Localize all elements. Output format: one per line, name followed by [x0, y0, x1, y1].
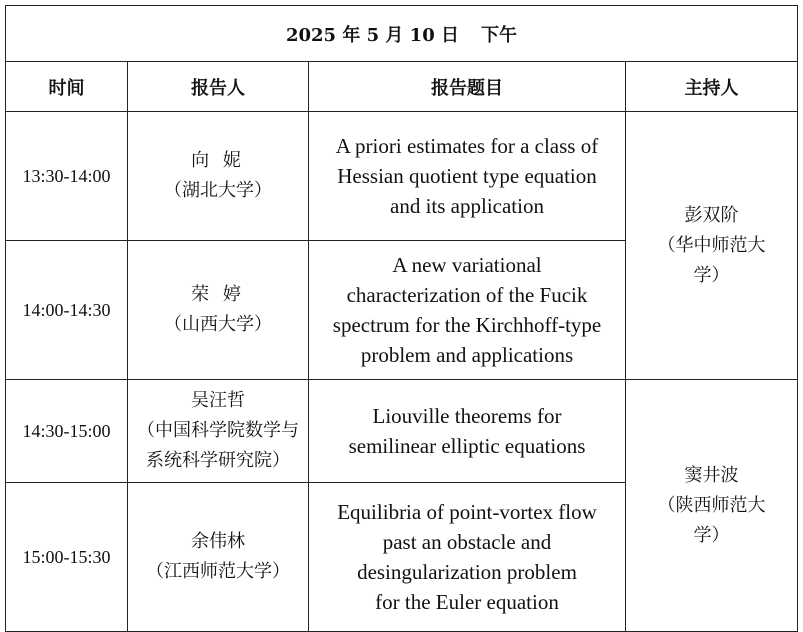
talk-title-line: desingularization problem	[357, 560, 577, 584]
speaker-cell	[128, 112, 309, 241]
talk-title-line: characterization of the Fucik	[346, 283, 588, 307]
talk-title-line: A priori estimates for a class of	[335, 134, 599, 158]
time-cell: 15:00-15:30	[6, 483, 128, 632]
speaker-affiliation: （江西师范大学）	[146, 561, 290, 582]
table-row	[6, 112, 798, 241]
session-date: 2025 年 5 月 10 日	[285, 24, 459, 46]
host-affiliation: 学）	[693, 264, 730, 286]
speaker-affiliation: （湖北大学）	[164, 180, 272, 201]
speaker-name: 余伟林	[191, 531, 245, 552]
talk-title-line: semilinear elliptic equations	[348, 434, 586, 458]
talk-title-line: Equilibria of point-vortex flow	[337, 500, 597, 524]
talk-title-cell	[309, 483, 626, 632]
speaker-name: 荣 婷	[191, 284, 245, 305]
speaker-name: 吴汪哲	[191, 390, 245, 411]
talk-title-line: Liouville theorems for	[372, 404, 562, 428]
talk-title-line: problem and applications	[360, 343, 574, 367]
time-cell: 14:30-15:00	[6, 380, 128, 483]
talk-title-cell	[309, 380, 626, 483]
session-period: 下午	[481, 24, 517, 46]
host-affiliation: 学）	[693, 524, 730, 546]
header-time: 时间	[6, 62, 128, 112]
host-affiliation: （华中师范大	[657, 234, 766, 256]
talk-title-line: spectrum for the Kirchhoff-type	[332, 313, 602, 337]
header-host: 主持人	[626, 62, 798, 112]
talk-title-cell	[309, 241, 626, 380]
speaker-cell	[128, 483, 309, 632]
header-row	[6, 62, 798, 112]
host-cell	[626, 112, 798, 380]
table-row	[6, 380, 798, 483]
host-name: 彭双阶	[684, 204, 739, 226]
time-cell: 14:00-14:30	[6, 241, 128, 380]
header-talk-title: 报告题目	[309, 62, 626, 112]
time-cell: 13:30-14:00	[6, 112, 128, 241]
session-title	[6, 6, 798, 62]
talk-title-cell	[309, 112, 626, 241]
speaker-affiliation: （中国科学院数学与	[137, 420, 299, 441]
talk-title-line: Hessian quotient type equation	[337, 164, 597, 188]
speaker-cell	[128, 241, 309, 380]
talk-title-line: A new variational	[392, 253, 542, 277]
title-row	[6, 6, 798, 62]
schedule-table	[5, 5, 798, 632]
speaker-name: 向 妮	[191, 150, 245, 171]
host-cell	[626, 380, 798, 632]
speaker-affiliation: 系统科学研究院）	[146, 450, 290, 471]
talk-title-line: past an obstacle and	[382, 530, 552, 554]
header-speaker: 报告人	[128, 62, 309, 112]
speaker-cell	[128, 380, 309, 483]
host-name: 窦井波	[684, 464, 739, 486]
speaker-affiliation: （山西大学）	[164, 314, 272, 335]
talk-title-line: and its application	[390, 194, 544, 218]
talk-title-line: for the Euler equation	[375, 590, 559, 614]
host-affiliation: （陕西师范大	[657, 494, 766, 516]
